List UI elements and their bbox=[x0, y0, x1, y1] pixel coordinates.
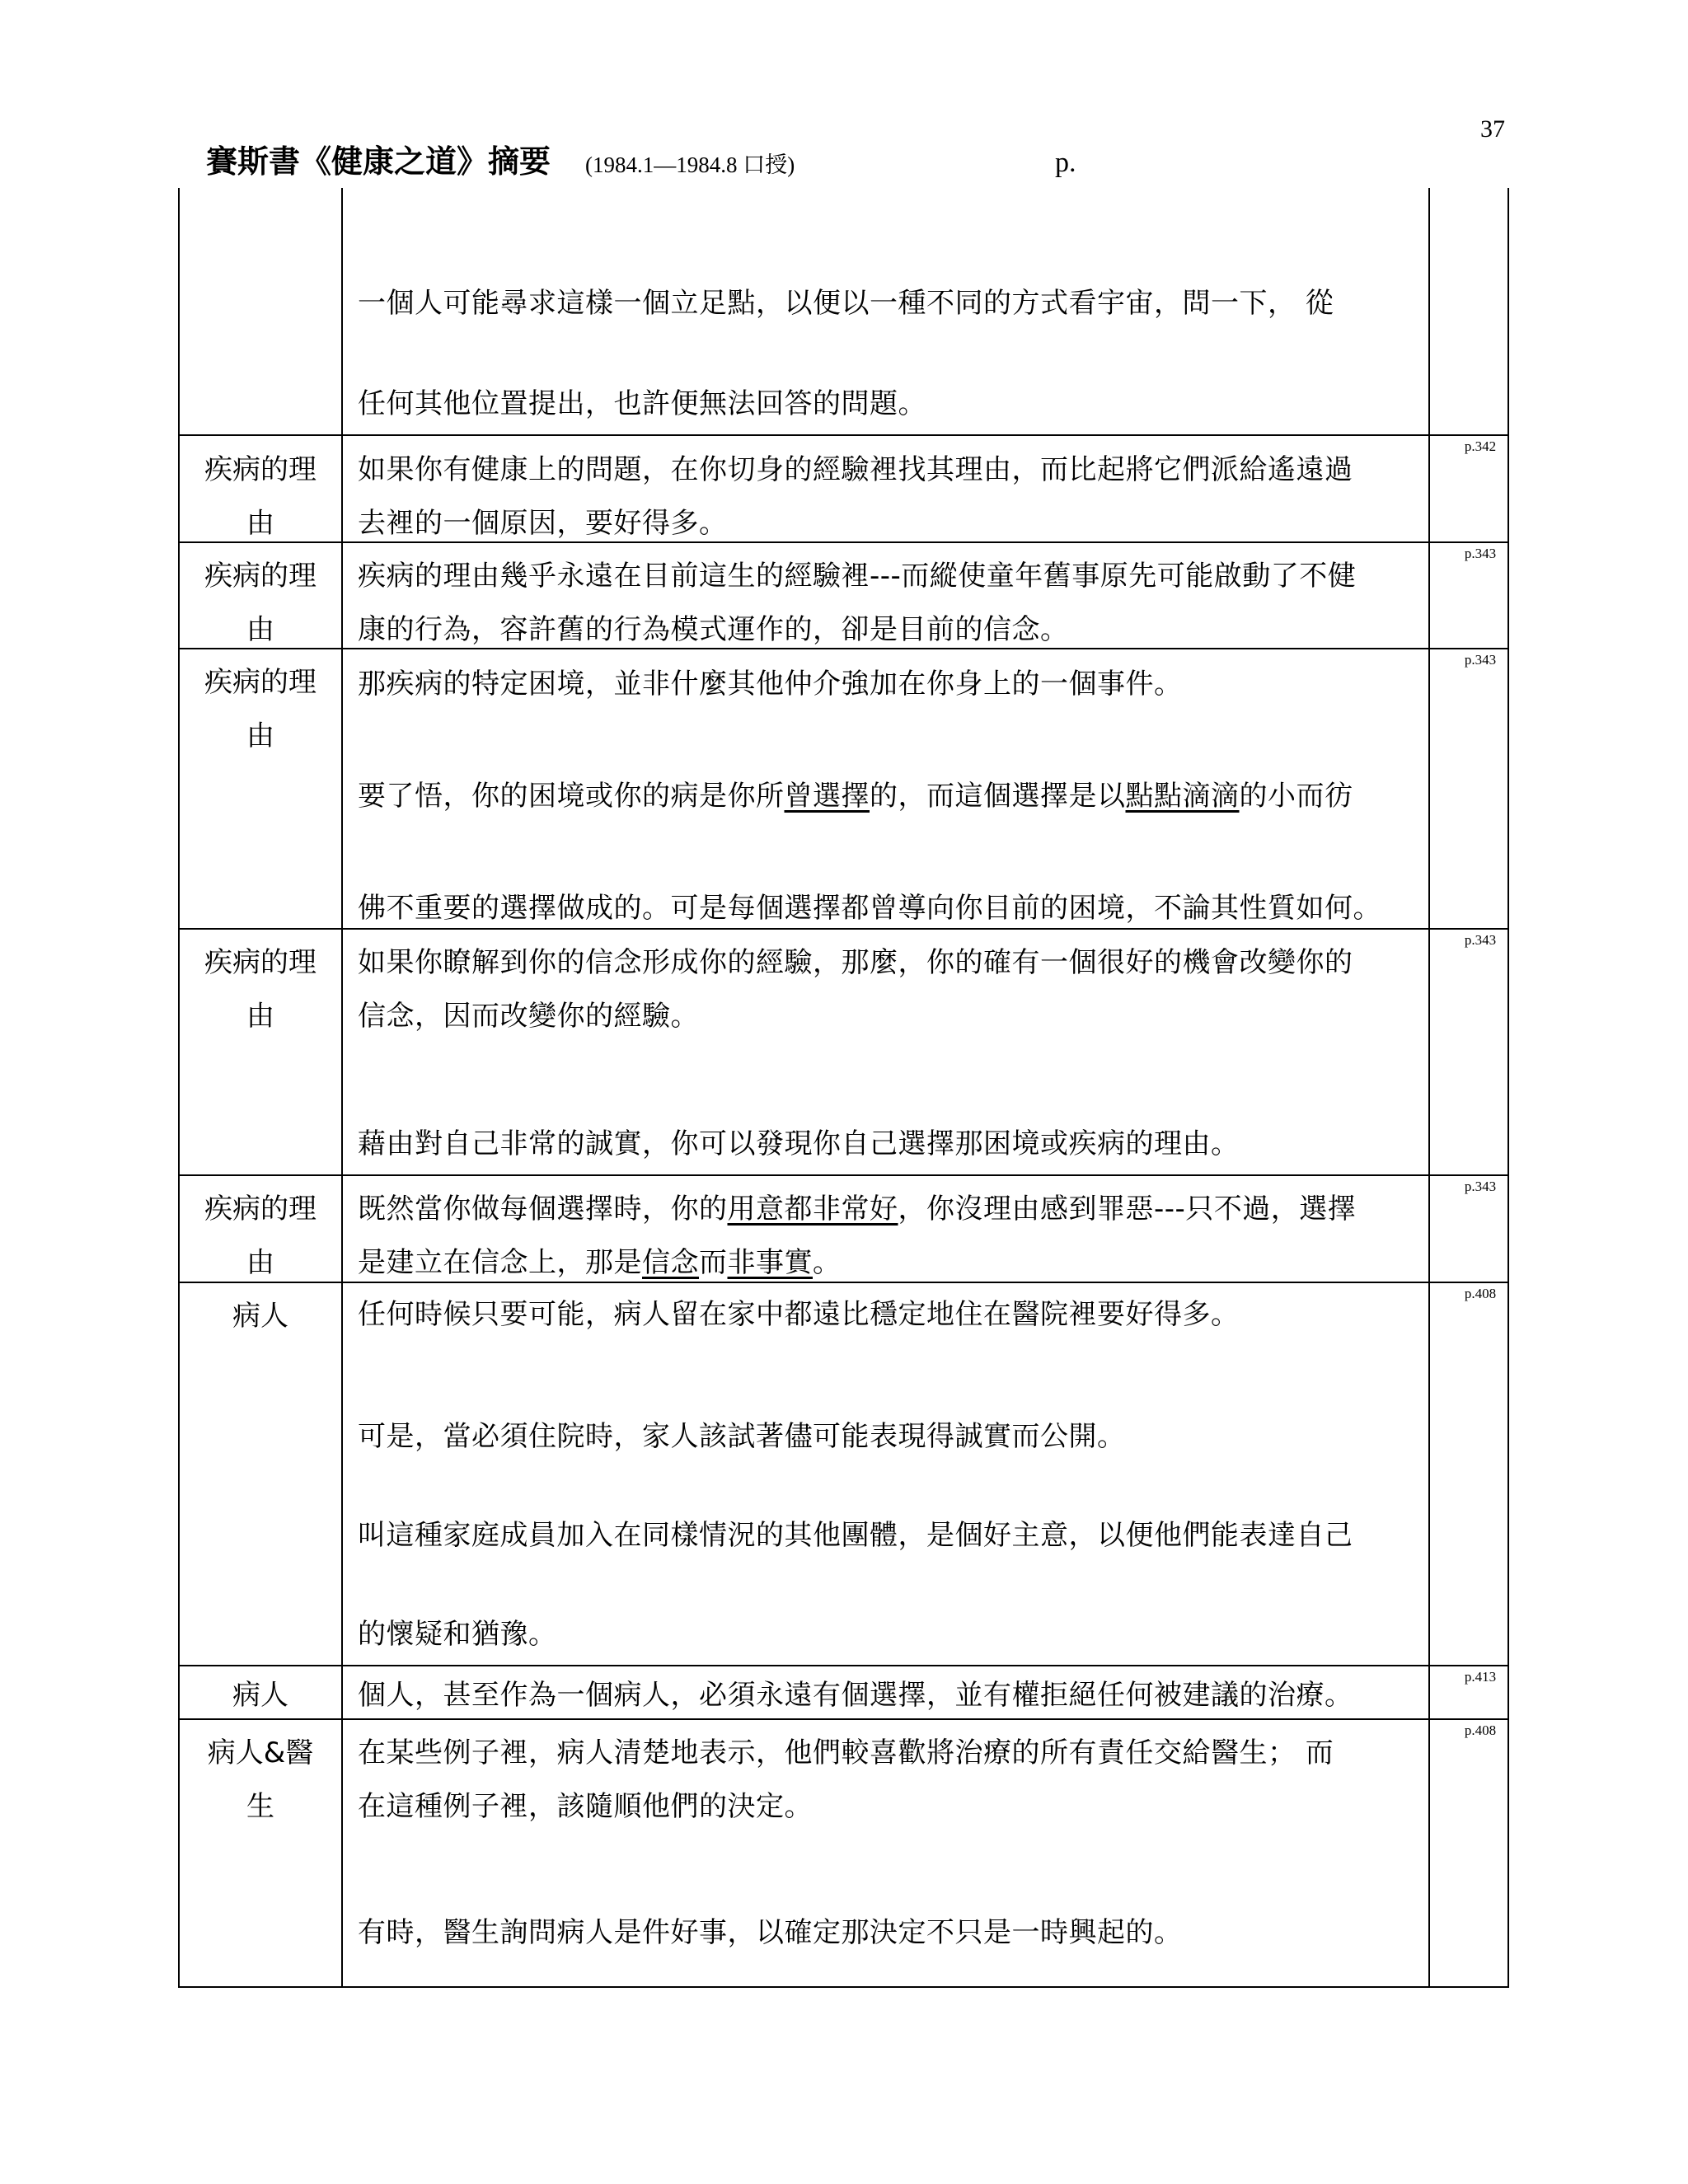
row-topic bbox=[178, 1183, 343, 1290]
topic-line: 病人 bbox=[232, 1300, 288, 1333]
underlined-emphasis: 曾選擇 bbox=[784, 780, 870, 813]
row-divider bbox=[178, 1174, 1509, 1176]
document-header bbox=[206, 142, 1195, 188]
content-line bbox=[358, 1339, 1429, 1412]
content-line: 去裡的一個原因，要好得多。 bbox=[358, 507, 728, 540]
topic-line: 由 bbox=[246, 1246, 274, 1279]
content-line: 疾病的理由幾乎永遠在目前這生的經驗裡---而縱使童年舊事原先可能啟動了不健 bbox=[358, 560, 1357, 593]
topic-line: 病人 bbox=[232, 1679, 288, 1712]
page-reference: p.343 bbox=[1464, 546, 1497, 561]
content-line: 一個人可能尋求這樣一個立足點，以便以一種不同的方式看宇宙，問一下， 從 bbox=[358, 287, 1334, 320]
topic-line: 疾病的理 bbox=[204, 666, 316, 699]
topic-line: 疾病的理 bbox=[204, 946, 316, 979]
content-line: 在這種例子裡，該隨順他們的決定。 bbox=[358, 1790, 813, 1823]
content-line bbox=[358, 712, 1429, 768]
underlined-emphasis: 非事實 bbox=[727, 1246, 813, 1279]
page-reference: p.413 bbox=[1464, 1669, 1497, 1685]
row-topic bbox=[178, 443, 343, 551]
text-segment: 是建立在信念上，那是 bbox=[358, 1246, 642, 1279]
topic-line: 疾病的理 bbox=[204, 1193, 316, 1226]
topic-line: 由 bbox=[246, 507, 274, 540]
page-reference: p.343 bbox=[1464, 652, 1497, 668]
content-line: 在某些例子裡，病人清楚地表示，他們較喜歡將治療的所有責任交給醫生； 而 bbox=[358, 1736, 1334, 1769]
content-line bbox=[358, 1560, 1429, 1610]
topic-line: 病人&醫 bbox=[207, 1736, 314, 1769]
underlined-emphasis: 點點滴滴 bbox=[1125, 780, 1240, 813]
row-topic bbox=[178, 1669, 343, 1722]
row-content bbox=[358, 1669, 1429, 1722]
topic-line: 生 bbox=[246, 1790, 274, 1823]
topic-line: 疾病的理 bbox=[204, 560, 316, 593]
text-segment: 既然當你做每個選擇時，你的 bbox=[358, 1193, 728, 1226]
row-content bbox=[358, 1290, 1429, 1659]
content-line: 可是，當必須住院時，家人該試著儘可能表現得誠實而公開。 bbox=[358, 1420, 1126, 1453]
page-reference: p.408 bbox=[1464, 1286, 1497, 1301]
page-reference: p.408 bbox=[1464, 1722, 1497, 1738]
topic-line: 疾病的理 bbox=[204, 453, 316, 486]
content-line: 佛不重要的選擇做成的。可是每個選擇都曾導向你目前的困境，不論其性質如何。 bbox=[358, 892, 1381, 925]
row-topic bbox=[178, 550, 343, 657]
content-line: 藉由對自己非常的誠實，你可以發現你自己選擇那困境或疾病的理由。 bbox=[358, 1127, 1240, 1160]
document-title: 賽斯書《健康之道》摘要 bbox=[206, 143, 551, 180]
content-line: 有時，醫生詢問病人是件好事，以確定那決定不只是一時興起的。 bbox=[358, 1916, 1183, 1949]
text-segment: 的，而這個選擇是以 bbox=[870, 780, 1126, 813]
page-number: 37 bbox=[1480, 115, 1505, 143]
content-line bbox=[358, 768, 1429, 824]
content-line: 任何時候只要可能，病人留在家中都遠比穩定地住在醫院裡要好得多。 bbox=[358, 1298, 1240, 1331]
content-line: 叫這種家庭成員加入在同樣情況的其他團體，是個好主意，以便他們能表達自己 bbox=[358, 1519, 1353, 1552]
text-segment: 。 bbox=[813, 1246, 842, 1279]
content-line: 那疾病的特定困境，並非什麼其他仲介強加在你身上的一個事件。 bbox=[358, 668, 1183, 701]
content-line bbox=[358, 824, 1429, 880]
row-divider bbox=[178, 434, 1509, 436]
page-label: p. bbox=[1055, 148, 1076, 178]
content-line: 如果你瞭解到你的信念形成你的經驗，那麼，你的確有一個很好的機會改變你的 bbox=[358, 946, 1353, 979]
topic-line: 由 bbox=[246, 613, 274, 646]
row-content bbox=[358, 936, 1429, 1171]
page-reference: p.343 bbox=[1464, 1179, 1497, 1194]
row-content bbox=[358, 277, 1429, 431]
row-divider bbox=[178, 1665, 1509, 1666]
row-content bbox=[358, 1183, 1429, 1290]
topic-line: 由 bbox=[246, 719, 274, 752]
row-topic bbox=[178, 1727, 343, 1834]
dictation-date-range: (1984.1—1984.8 口授) bbox=[585, 152, 795, 177]
page-reference: p.342 bbox=[1464, 438, 1497, 454]
row-content bbox=[358, 1727, 1429, 1960]
content-line: 的懷疑和猶豫。 bbox=[358, 1618, 557, 1651]
row-content bbox=[358, 550, 1429, 657]
row-content bbox=[358, 656, 1429, 936]
row-topic bbox=[178, 656, 343, 763]
content-line bbox=[358, 1461, 1429, 1511]
page-reference: p.343 bbox=[1464, 932, 1497, 948]
content-line: 如果你有健康上的問題，在你切身的經驗裡找其理由，而比起將它們派給遙遠過 bbox=[358, 453, 1353, 486]
content-line: 任何其他位置提出，也許便無法回答的問題。 bbox=[358, 387, 926, 420]
summary-table bbox=[178, 188, 1509, 1988]
text-segment: ，你沒理由感到罪惡---只不過，選擇 bbox=[898, 1193, 1357, 1226]
table-border-bottom bbox=[178, 1986, 1509, 1988]
underlined-emphasis: 信念 bbox=[642, 1246, 699, 1279]
content-line bbox=[358, 1183, 1429, 1236]
text-segment: 而 bbox=[699, 1246, 728, 1279]
row-topic bbox=[178, 936, 343, 1043]
topic-line: 由 bbox=[246, 1000, 274, 1033]
content-line: 個人，甚至作為一個病人，必須永遠有個選擇，並有權拒絕任何被建議的治療。 bbox=[358, 1679, 1353, 1712]
content-line bbox=[358, 1043, 1429, 1118]
row-content bbox=[358, 443, 1429, 551]
content-line: 康的行為，容許舊的行為模式運作的，卻是目前的信念。 bbox=[358, 613, 1069, 646]
content-line bbox=[358, 1834, 1429, 1906]
text-segment: 要了悟，你的困境或你的病是你所 bbox=[358, 780, 785, 813]
content-line: 信念，因而改變你的經驗。 bbox=[358, 1000, 699, 1033]
text-segment: 的小而彷 bbox=[1239, 780, 1353, 813]
row-topic bbox=[178, 1290, 343, 1343]
content-line bbox=[358, 1236, 1429, 1290]
underlined-emphasis: 用意都非常好 bbox=[727, 1193, 898, 1226]
